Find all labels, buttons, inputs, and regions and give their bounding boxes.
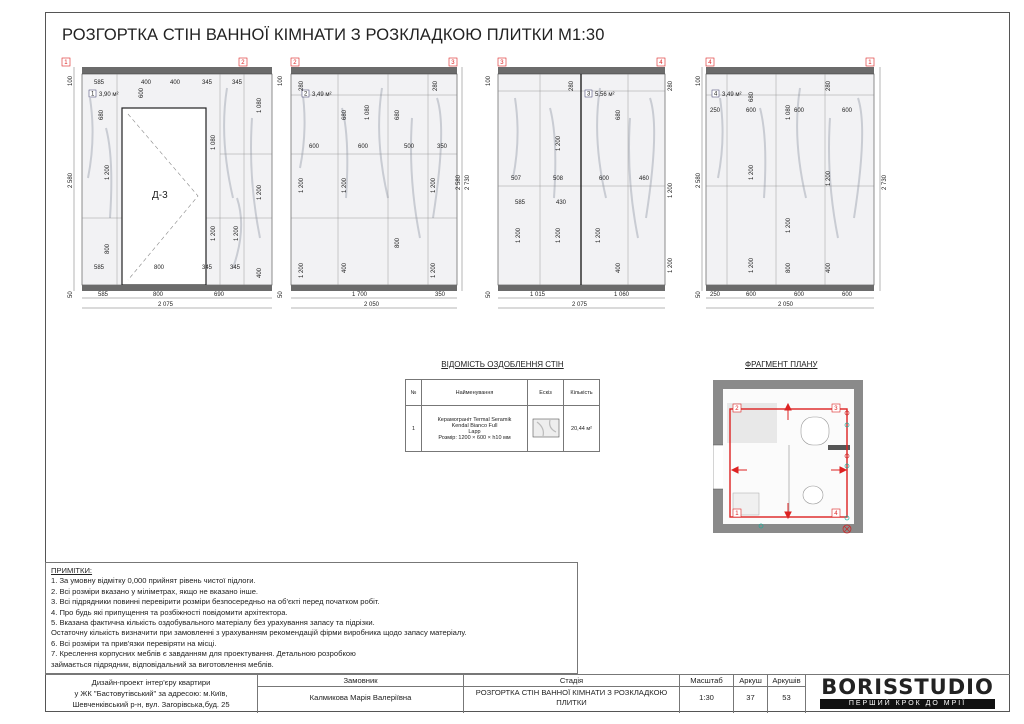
svg-text:430: 430 [556,200,567,206]
stage-label: Стадія [464,675,679,687]
svg-text:2 580: 2 580 [696,172,702,188]
notes-heading: ПРИМІТКИ: [51,566,93,575]
svg-text:345: 345 [230,265,241,271]
scale-label: Масштаб [680,675,733,687]
corner-tag: 2 [241,60,245,66]
svg-text:400: 400 [342,262,348,273]
svg-text:1 200: 1 200 [516,227,522,243]
note-line: 7. Креслення корпусних меблів є завданням для проектування. Детальною розробкою [51,649,356,659]
svg-text:600: 600 [599,176,610,182]
sheets-label: Аркушів [768,675,805,687]
svg-text:600: 600 [309,144,320,150]
svg-text:50: 50 [486,291,492,298]
corner-tag: 2 [293,60,297,66]
svg-text:600: 600 [139,87,145,98]
wall-area: 3,49 м² [722,92,742,98]
svg-text:2 730: 2 730 [882,174,888,190]
plan-sink [801,417,829,445]
wall-area: 3,49 м² [312,92,332,98]
sheet-label: Аркуш [734,675,767,687]
svg-text:2 580: 2 580 [456,174,462,190]
svg-text:800: 800 [786,262,792,273]
schedule-table [405,379,600,452]
svg-text:1 080: 1 080 [257,97,263,113]
wall-elevation-2 [272,58,472,313]
column-header: Кількість [564,380,600,406]
material-sketch [528,406,564,452]
svg-text:1 200: 1 200 [211,225,217,241]
svg-text:600: 600 [794,292,805,298]
svg-text:508: 508 [553,176,564,182]
wall-elevation-1 [62,58,272,313]
svg-text:2 050: 2 050 [364,302,380,308]
svg-text:1 200: 1 200 [105,164,111,180]
wall-area: 3,90 м² [99,92,119,98]
svg-text:100: 100 [696,75,702,86]
svg-text:1 200: 1 200 [786,217,792,233]
svg-text:680: 680 [395,109,401,120]
svg-text:3: 3 [834,406,838,412]
floor-slab [82,285,272,291]
plan-toilet [803,486,823,504]
svg-text:345: 345 [232,80,243,86]
svg-text:400: 400 [826,262,832,273]
svg-text:600: 600 [794,108,805,114]
svg-text:1 200: 1 200 [234,225,240,241]
svg-text:50: 50 [696,291,702,298]
svg-text:500: 500 [404,144,415,150]
customer-label: Замовник [258,675,463,687]
svg-text:1 200: 1 200 [749,257,755,273]
studio-name: BORISSTUDIO [821,675,994,699]
wall-number: 1 [91,91,95,98]
table-row [406,406,600,452]
column-header: Найменування [422,380,528,406]
note-line: Остаточну кількість визначити при замовленні з урахуванням рекомендацій фірми виробника щодо запасу матеріалу. [51,628,467,638]
svg-text:800: 800 [395,237,401,248]
bottom-dimensions [706,292,874,308]
svg-text:1 200: 1 200 [556,135,562,151]
svg-text:1 200: 1 200 [431,262,437,278]
plan-title: ФРАГМЕНТ ПЛАНУ [745,360,818,369]
wall-number: 2 [304,91,308,98]
svg-text:585: 585 [515,200,526,206]
scale-cell [679,675,733,713]
svg-text:1 200: 1 200 [342,177,348,193]
svg-text:1 200: 1 200 [749,164,755,180]
svg-text:250: 250 [710,292,721,298]
customer-cell [257,675,463,713]
row-number: 1 [406,406,422,452]
wall-number: 4 [714,91,718,98]
sheets-value: 53 [782,693,791,702]
svg-text:250: 250 [710,108,721,114]
door-label: Д-3 [152,190,168,201]
svg-text:2 730: 2 730 [465,174,471,190]
svg-text:585: 585 [94,80,105,86]
ceiling-slab [706,67,874,74]
note-line: 2. Всі розміри вказано у міліметрах, якщо не вказано інше. [51,586,259,596]
svg-text:680: 680 [749,91,755,102]
svg-text:600: 600 [842,108,853,114]
door-opening [122,108,206,285]
svg-text:585: 585 [94,265,105,271]
ceiling-slab [82,67,272,74]
corner-tag: 3 [500,60,504,66]
svg-text:2 580: 2 580 [68,172,74,188]
svg-text:280: 280 [299,80,305,91]
schedule-title: ВІДОМІСТЬ ОЗДОБЛЕННЯ СТІН [441,360,564,369]
svg-text:2 075: 2 075 [572,302,588,308]
svg-text:1 015: 1 015 [530,292,546,298]
finish-schedule [405,360,600,452]
svg-text:600: 600 [358,144,369,150]
note-line: 5. Вказана фактична кількість оздобувального матеріалу без урахування запасу та підрізки. [51,618,375,628]
svg-text:1 080: 1 080 [211,134,217,150]
stage-value: РОЗГОРТКА СТІН ВАННОЇ КІМНАТИ З РОЗКЛАДКОЮ ПЛИТКИ [475,688,668,707]
svg-text:800: 800 [105,243,111,254]
svg-text:800: 800 [154,265,165,271]
studio-tagline: ПЕРШИЙ КРОК ДО МРІЇ [820,699,995,709]
svg-text:460: 460 [639,176,650,182]
svg-text:345: 345 [202,265,213,271]
floor-slab [498,285,665,291]
svg-text:2: 2 [735,406,739,412]
corner-tag: 4 [708,60,712,66]
bottom-dimensions [291,292,457,308]
svg-text:1 200: 1 200 [668,257,674,273]
column-header: № [406,380,422,406]
corner-tag: 1 [64,60,68,66]
bottom-dimensions [498,292,665,308]
material-quantity: 20,44 м² [564,406,600,452]
note-line: займається підрядник, відповідальний за виготовлення меблів. [51,659,274,669]
svg-text:280: 280 [433,80,439,91]
svg-text:100: 100 [278,75,284,86]
bottom-dimensions [82,292,272,308]
svg-text:1: 1 [735,511,739,517]
svg-text:400: 400 [257,267,263,278]
note-line: 6. Всі розміри та прив'язки перевіряти на місці. [51,638,217,648]
note-line: 1. За умовну відмітку 0,000 прийнят рівень чистої підлоги. [51,576,256,586]
svg-text:1 200: 1 200 [556,227,562,243]
svg-text:1 200: 1 200 [826,170,832,186]
svg-text:600: 600 [746,108,757,114]
svg-text:4: 4 [834,511,838,517]
svg-text:400: 400 [170,80,181,86]
svg-text:100: 100 [486,75,492,86]
wall-elevation-4 [690,58,890,313]
height-dimensions [486,75,492,298]
sheet-title: РОЗГОРТКА СТІН ВАННОЇ КІМНАТИ З РОЗКЛАДКОЮ ПЛИТКИ М1:30 [62,26,605,44]
floor-slab [291,285,457,291]
svg-text:400: 400 [141,80,152,86]
column-header: Ескіз [528,380,564,406]
svg-text:350: 350 [437,144,448,150]
table-header-row [406,380,600,406]
sheet-cell [733,675,767,713]
floor-slab [706,285,874,291]
sheet-value: 37 [746,693,755,702]
stage-cell [463,675,679,713]
svg-text:680: 680 [342,109,348,120]
corner-tag: 3 [451,60,455,66]
studio-logo [806,676,1009,709]
svg-text:680: 680 [99,109,105,120]
notes-block [45,562,578,674]
note-line: 4. Про будь які припущення та розбіжності повідомити архітектора. [51,607,288,617]
svg-text:1 200: 1 200 [596,227,602,243]
svg-text:507: 507 [511,176,522,182]
svg-text:100: 100 [68,75,74,86]
svg-text:280: 280 [668,80,674,91]
svg-text:50: 50 [278,291,284,298]
wall-area: 5,56 м² [595,92,615,98]
svg-text:1 200: 1 200 [257,184,263,200]
sheets-cell [767,675,806,713]
svg-text:345: 345 [202,80,213,86]
svg-text:1 200: 1 200 [299,262,305,278]
svg-text:350: 350 [435,292,446,298]
svg-text:690: 690 [214,292,225,298]
svg-text:280: 280 [569,80,575,91]
customer-name: Калмикова Марія Валеріївна [309,693,412,702]
svg-text:400: 400 [616,262,622,273]
svg-text:1 200: 1 200 [299,177,305,193]
corner-tag: 4 [659,60,663,66]
svg-text:280: 280 [826,80,832,91]
corner-tag: 1 [868,60,872,66]
project-description: Дизайн-проект інтер'єру квартири у ЖК "Бастовутівський" за адресою: м.Київ, Шевченківський р-н, вул. Загорівська,буд. 25 [72,678,230,709]
scale-value: 1:30 [699,693,714,702]
svg-text:1 200: 1 200 [668,182,674,198]
svg-text:1 060: 1 060 [614,292,630,298]
note-line: 3. Всі підрядники повинні перевірити розміри безпосередньо на об'єкті перед початком робіт. [51,597,380,607]
svg-text:585: 585 [98,292,109,298]
svg-text:1 200: 1 200 [431,177,437,193]
svg-text:600: 600 [746,292,757,298]
wall-number: 3 [587,91,591,98]
svg-text:2 050: 2 050 [778,302,794,308]
svg-text:600: 600 [842,292,853,298]
svg-text:2 075: 2 075 [158,302,174,308]
svg-text:1 080: 1 080 [786,104,792,120]
ceiling-slab [291,67,457,74]
wall-elevation-3 [480,58,690,313]
svg-text:1 080: 1 080 [365,104,371,120]
plan-fragment [713,375,878,545]
material-name: Керамограніт Termal Seramik Kendal Bianco Full Lapp Розмір: 1200 × 600 × h10 мм [422,406,528,452]
svg-text:800: 800 [153,292,164,298]
svg-text:1 700: 1 700 [352,292,368,298]
svg-text:50: 50 [68,291,74,298]
svg-text:680: 680 [616,109,622,120]
ceiling-slab [498,67,665,74]
